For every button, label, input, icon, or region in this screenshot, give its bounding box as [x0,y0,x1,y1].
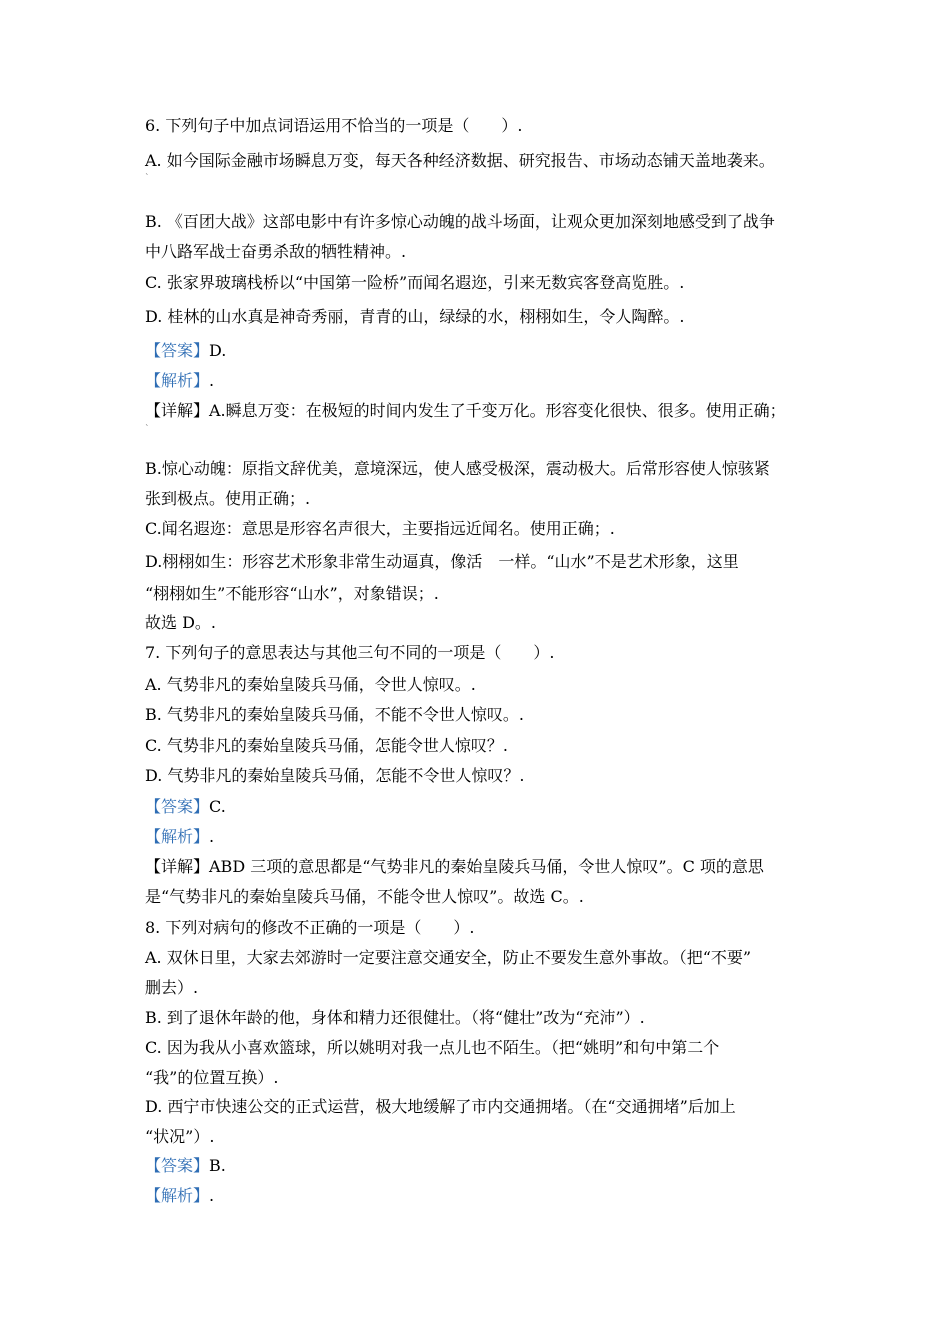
q8-option-b: B. 到了退休年龄的他，身体和精力还很健壮。（将“健壮”改为“充沛”）. [145,1008,645,1027]
q6-detail-6: “栩栩如生”不能形容“山水”，对象错误；. [145,584,439,603]
answer-value: B. [209,1156,226,1175]
q6-detail-2: B.惊心动魄：原指文辞优美，意境深远，使人感受极深，震动极大。后常形容使人惊骇紧 [145,459,770,478]
q7-analysis [145,827,214,847]
answer-tag: 【答案】 [145,341,210,360]
q7-stem: 7. 下列句子的意思表达与其他三句不同的一项是（ ）. [145,643,555,662]
q8-option-c: C. 因为我从小喜欢篮球，所以姚明对我一点儿也不陌生。（把“姚明”和句中第二个 [145,1038,720,1057]
analysis-value: . [209,827,215,846]
analysis-tag: 【解析】 [145,827,210,846]
q8-option-d: D. 西宁市快速公交的正式运营，极大地缓解了市内交通拥堵。（在“交通拥堵”后加上 [145,1097,736,1116]
q7-option-a: A. 气势非凡的秦始皇陵兵马俑，令世人惊叹。. [145,675,476,694]
q6-detail-3: 张到极点。使用正确；. [145,489,311,508]
answer-value: D. [209,341,227,360]
q7-option-d: D. 气势非凡的秦始皇陵兵马俑，怎能不令世人惊叹？. [145,766,525,785]
q6-option-a: A. 如今国际金融市场瞬息万变，每天各种经济数据、研究报告、市场动态铺天盖地袭来。 [145,151,775,170]
q7-option-b: B. 气势非凡的秦始皇陵兵马俑，不能不令世人惊叹。. [145,705,525,724]
q6-detail-7: 故选 D。. [145,613,217,632]
analysis-tag: 【解析】 [145,371,210,390]
q7-detail-1: 【详解】ABD 三项的意思都是“气势非凡的秦始皇陵兵马俑，令世人惊叹”。C 项的意思 [145,857,764,876]
q8-answer [145,1156,226,1176]
q6-option-b-cont: 中八路军战士奋勇杀敌的牺牲精神。. [145,242,407,261]
answer-tag: 【答案】 [145,797,210,816]
analysis-value: . [209,1186,215,1205]
q8-stem: 8. 下列对病句的修改不正确的一项是（ ）. [145,918,475,937]
q8-option-a: A. 双休日里，大家去郊游时一定要注意交通安全，防止不要发生意外事故。（把“不要” [145,948,752,967]
q7-answer [145,797,226,817]
q7-detail-2: 是“气势非凡的秦始皇陵兵马俑，不能令世人惊叹”。故选 C。. [145,887,584,906]
q6-detail-5: D.栩栩如生：形容艺术形象非常生动逼真，像活 一样。“山水”不是艺术形象，这里 [145,552,739,571]
paragraph-mark: ˋ [145,425,150,435]
q6-detail-4: C.闻名遐迩：意思是形容名声很大，主要指远近闻名。使用正确；. [145,519,615,538]
q6-stem: 6. 下列句子中加点词语运用不恰当的一项是（ ）. [145,116,523,135]
analysis-tag: 【解析】 [145,1186,210,1205]
q7-option-c: C. 气势非凡的秦始皇陵兵马俑，怎能令世人惊叹？. [145,736,508,755]
q6-analysis [145,371,214,391]
answer-tag: 【答案】 [145,1156,210,1175]
q6-detail-1: 【详解】A.瞬息万变：在极短的时间内发生了千变万化。形容变化很快、很多。使用正确； [145,401,786,420]
q6-option-c: C. 张家界玻璃栈桥以“中国第一险桥”而闻名遐迩，引来无数宾客登高览胜。. [145,273,685,292]
answer-value: C. [209,797,226,816]
q8-option-d-cont: “状况”）. [145,1127,215,1146]
q8-analysis [145,1186,214,1206]
q6-option-d: D. 桂林的山水真是神奇秀丽，青青的山，绿绿的水，栩栩如生，令人陶醉。. [145,307,685,326]
q6-option-b: B. 《百团大战》这部电影中有许多惊心动魄的战斗场面，让观众更加深刻地感受到了战争 [145,212,775,231]
q6-answer [145,341,226,361]
q8-option-a-cont: 删去）. [145,978,199,997]
paragraph-mark: ˋ [145,174,150,184]
q8-option-c-cont: “我”的位置互换）. [145,1068,279,1087]
analysis-value: . [209,371,215,390]
